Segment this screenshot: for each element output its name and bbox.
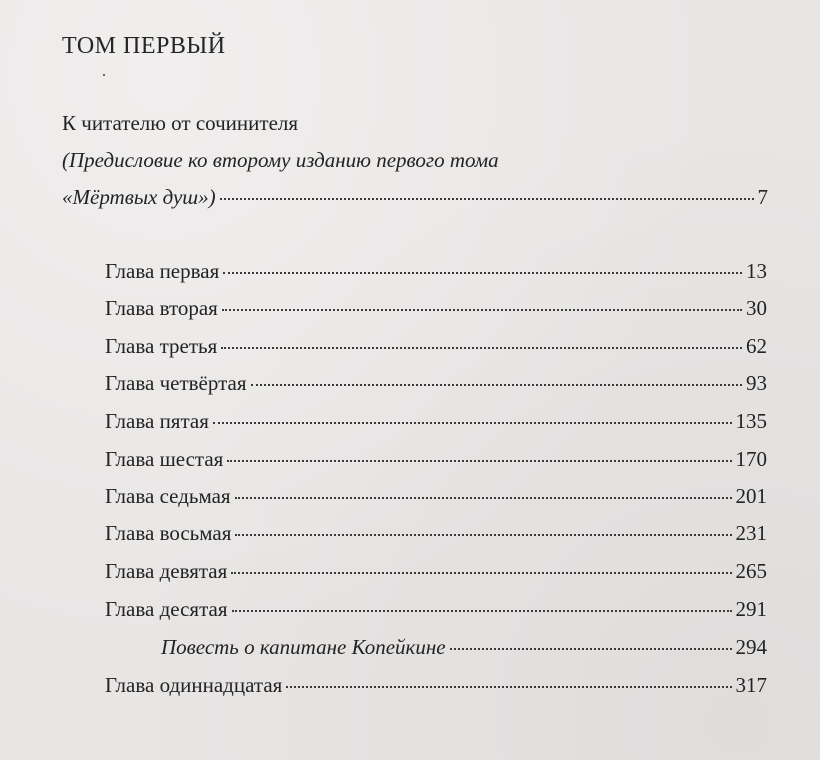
- toc-row-chapter[interactable]: [105, 483, 767, 509]
- toc-page-number: 62: [746, 334, 767, 358]
- toc-label: Глава восьмая: [105, 521, 232, 545]
- toc-row-chapter[interactable]: [105, 295, 767, 321]
- print-speck: [103, 74, 105, 76]
- dot-leader: [227, 460, 731, 462]
- toc-page-number: 231: [735, 521, 767, 545]
- toc-label: Глава третья: [105, 334, 218, 358]
- toc-label: Глава седьмая: [105, 484, 231, 508]
- toc-label: Глава пятая: [105, 409, 209, 433]
- dot-leader: [220, 198, 754, 200]
- dot-leader: [251, 384, 742, 386]
- toc-row-chapter[interactable]: [105, 558, 767, 584]
- toc-row-chapter[interactable]: [105, 672, 767, 698]
- dot-leader: [223, 272, 742, 274]
- toc-label: Глава четвёртая: [105, 371, 247, 395]
- dot-leader: [213, 422, 732, 424]
- toc-label: Глава шестая: [105, 447, 224, 471]
- toc-page-number: 265: [735, 559, 767, 583]
- toc-row-chapter[interactable]: [105, 520, 767, 546]
- toc-page-number: 93: [746, 371, 767, 395]
- toc-page-number: 7: [757, 185, 768, 209]
- toc-label: «Мёртвых душ»): [62, 185, 216, 209]
- preface-subtitle: (Предисловие ко второму изданию первого тома: [62, 148, 499, 172]
- toc-label: Повесть о капитане Копейкине: [161, 635, 446, 659]
- toc-row-chapter[interactable]: [105, 408, 767, 434]
- toc-row-chapter[interactable]: [105, 370, 767, 396]
- toc-page-number: 135: [735, 409, 767, 433]
- toc-row-preface[interactable]: [62, 184, 768, 210]
- dot-leader: [231, 572, 731, 574]
- toc-row-chapter[interactable]: [105, 333, 767, 359]
- toc-label: Глава десятая: [105, 597, 228, 621]
- toc-page-number: 13: [746, 259, 767, 283]
- dot-leader: [235, 497, 732, 499]
- dot-leader: [235, 534, 731, 536]
- toc-row-chapter[interactable]: [105, 596, 767, 622]
- dot-leader: [232, 610, 732, 612]
- toc-label: Глава первая: [105, 259, 220, 283]
- toc-page-number: 30: [746, 296, 767, 320]
- toc-page-number: 317: [735, 673, 767, 697]
- toc-page-number: 294: [735, 635, 767, 659]
- toc-page-number: 291: [735, 597, 767, 621]
- dot-leader: [221, 347, 742, 349]
- toc-row-story[interactable]: [161, 634, 767, 660]
- dot-leader: [450, 648, 732, 650]
- toc-label: Глава девятая: [105, 559, 228, 583]
- toc-row-chapter[interactable]: [105, 258, 767, 284]
- toc-page-number: 201: [735, 484, 767, 508]
- toc-page-number: 170: [735, 447, 767, 471]
- volume-title: ТОМ ПЕРВЫЙ: [62, 33, 226, 59]
- dot-leader: [222, 309, 742, 311]
- dot-leader: [286, 686, 731, 688]
- toc-label: Глава вторая: [105, 296, 218, 320]
- toc-label: Глава одиннадцатая: [105, 673, 283, 697]
- toc-row-chapter[interactable]: [105, 446, 767, 472]
- preface-title: К читателю от сочинителя: [62, 111, 299, 135]
